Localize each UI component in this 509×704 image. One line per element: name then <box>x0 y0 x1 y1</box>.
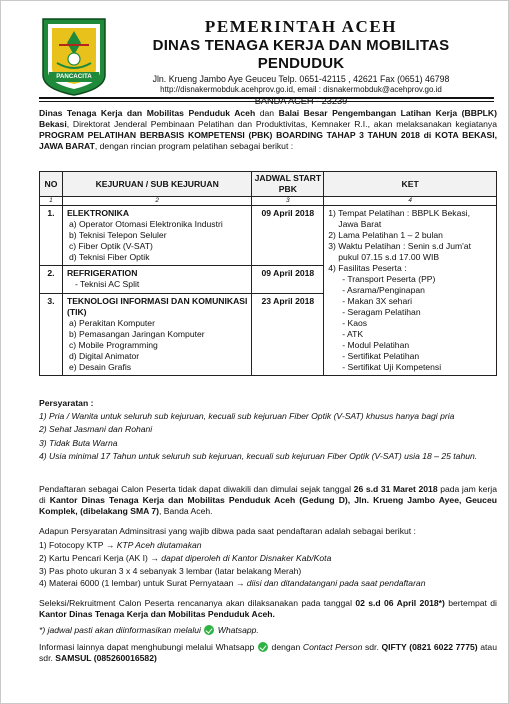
admin-item-note: diisi dan ditandatangani pada saat pendaftaran <box>244 578 426 589</box>
facility-item: - Seragam Pelatihan <box>342 307 421 317</box>
sub-kejuruan-item: d) Teknisi Fiber Optik <box>68 252 150 262</box>
col-header-ket: KET <box>324 172 497 197</box>
whatsapp-icon <box>258 642 268 652</box>
selection-dates: 02 s.d 06 April 2018*) <box>355 598 445 608</box>
agency-address: Jln. Krueng Jambo Aye Geuceu Telp. 0651-42115 , 42621 Fax (0651) 46798 <box>152 74 450 84</box>
agency-city: BANDA ACEH - 23239 <box>254 96 348 106</box>
intro-bbplk: Balai Besar Pengembangan Latihan Kerja (BBPLK) Bekasi <box>39 108 497 129</box>
note-text: *) jadwal pasti akan diinformasikan melalui <box>39 625 204 635</box>
arrow-icon: → <box>105 540 115 550</box>
sub-kejuruan-item: - Teknisi AC Split <box>74 279 140 290</box>
admin-item <box>39 552 501 565</box>
contact-person-label: Contact Person <box>302 642 363 652</box>
emblem-graphic <box>39 15 109 97</box>
sub-kejuruan-item: b) Teknisi Telepon Seluler <box>68 230 167 240</box>
registration-dates: 26 s.d 31 Maret 2018 <box>353 484 438 494</box>
contact-qifty: QIFTY (0821 6022 7775) <box>381 642 478 652</box>
intro-agency: Dinas Tenaga Kerja dan Mobilitas Penduduk Aceh <box>39 108 256 118</box>
requirements-title: Persyaratan : <box>39 398 94 408</box>
admin-requirements-title: Adapun Persyaratan Adminsitrasi yang wajib dibwa pada saat pendaftaran adalah sebagai berikut : <box>39 526 416 536</box>
admin-requirements-list <box>39 539 501 590</box>
registration-text: pada jam kerja di <box>39 484 497 505</box>
row-number: 1. <box>40 206 63 266</box>
admin-item-note: dapat diperoleh di Kantor Disnaker Kab/Kota <box>158 552 332 563</box>
contact-text: sdr. <box>362 642 382 652</box>
registration-location: Kantor Dinas Tenaga Kerja dan Mobilitas Penduduk Aceh (Gedung D), Jln. Krueng Jambo Ayee, Geuceu Komplek, (dibelakang SMA 7) <box>39 495 497 516</box>
letterhead-thin-rule <box>39 101 494 102</box>
requirement-item: 4) Usia minimal 17 Tahun untuk seluruh sub kejuruan, kecuali sub kejuruan Fiber Optik (V-SAT) usia 18 – 25 tahun. <box>39 451 478 462</box>
kejuruan-cell <box>62 266 251 293</box>
start-date: 09 April 2018 <box>252 266 324 293</box>
kejuruan-title: ELEKTRONIKA <box>66 208 130 218</box>
admin-item-text: 1) Fotocopy KTP <box>39 540 106 550</box>
kejuruan-title: REFRIGERATION <box>66 268 138 279</box>
intro-program: PROGRAM PELATIHAN BERBASIS KOMPETENSI (PBK) BOARDING TAHAP 3 TAHUN 2018 di KOTA BEKASI, JAWA BARAT <box>39 130 497 151</box>
col-number: 3 <box>252 197 324 206</box>
sub-kejuruan-item: d) Digital Animator <box>68 350 140 361</box>
kejuruan-cell <box>62 206 251 266</box>
registration-paragraph <box>39 484 497 517</box>
contact-paragraph <box>39 642 497 664</box>
selection-text: bertempat di <box>444 598 497 608</box>
ket-item: 1) Tempat Pelatihan : BBPLK Bekasi, Jawa Barat <box>328 208 470 229</box>
contact-text: Informasi lainnya dapat menghubungi melalui Whatsapp <box>39 642 257 652</box>
arrow-icon: → <box>150 552 159 563</box>
col-header-kejuruan: KEJURUAN / SUB KEJURUAN <box>62 172 251 197</box>
facility-item: - Sertifikat Uji Kompetensi <box>342 362 442 372</box>
agency-web-email: http://disnakermobduk.acehprov.go.id, email : disnakermobduk@acehprov.go.id <box>160 85 442 94</box>
sub-kejuruan-item: c) Fiber Optik (V-SAT) <box>68 241 153 251</box>
intro-text: dan <box>255 108 279 118</box>
letterhead-thick-rule <box>39 97 494 99</box>
admin-item <box>39 539 501 552</box>
sub-kejuruan-item: e) Desain Grafis <box>68 361 132 372</box>
ket-item: 4) Fasilitas Peserta : <box>328 263 407 273</box>
whatsapp-icon <box>204 625 214 635</box>
intro-paragraph <box>39 108 497 152</box>
facility-item: - Sertifikat Pelatihan <box>342 351 420 361</box>
table-row <box>40 206 497 266</box>
contact-text: dengan <box>268 642 303 652</box>
sub-kejuruan-item: a) Operator Otomasi Elektronika Industri <box>68 219 223 229</box>
registration-text: Pendaftaran sebagai Calon Peserta tidak dapat diwakili dan dimulai sejak tanggal <box>39 484 354 494</box>
admin-item-text: 4) Materai 6000 (1 lembar) untuk Surat Pernyataan <box>39 578 236 589</box>
selection-text: Seleksi/Rekruitment Calon Peserta rencananya akan dilaksanakan pada tanggal <box>39 598 356 608</box>
selection-paragraph <box>39 598 497 620</box>
intro-text: , Direktorat Jenderal Pembinaan Pelatihan dan Produktivitas, Kemnaker R.I., akan melaksanakan kegiatanya <box>66 119 497 129</box>
kejuruan-title: TEKNOLOGI INFORMASI DAN KOMUNIKASI (TIK) <box>66 295 248 317</box>
facility-item: - ATK <box>342 329 364 339</box>
kejuruan-cell <box>62 293 251 376</box>
col-number: 2 <box>62 197 251 206</box>
letterhead <box>111 17 491 107</box>
schedule-note <box>39 625 259 636</box>
note-text: Whatsapp. <box>215 625 259 635</box>
admin-item-text: 3) Pas photo ukuran 3 x 4 sebanyak 3 lembar (latar belakang Merah) <box>39 565 302 576</box>
intro-text: , dengan rincian program pelatihan sebagai berikut : <box>94 141 294 151</box>
col-header-jadwal: JADWAL START PBK <box>252 172 324 197</box>
requirement-item: 3) Tidak Buta Warna <box>39 437 118 448</box>
registration-text: , Banda Aceh. <box>159 506 213 516</box>
start-date: 23 April 2018 <box>252 293 324 376</box>
admin-item <box>39 565 501 578</box>
ket-item: 3) Waktu Pelatihan : Senin s.d Jum'at pukul 07.15 s.d 17.00 WIB <box>328 241 471 262</box>
col-header-no: NO <box>40 172 63 197</box>
government-title: PEMERINTAH ACEH <box>204 17 398 36</box>
ket-cell <box>324 206 497 376</box>
contact-text: atau sdr. <box>39 642 497 663</box>
sub-kejuruan-item: c) Mobile Programming <box>68 339 158 350</box>
agency-title: DINAS TENAGA KERJA DAN MOBILITAS PENDUDUK <box>152 37 450 72</box>
contact-samsul: SAMSUL (085260016582) <box>55 653 157 663</box>
row-number: 2. <box>40 266 63 293</box>
admin-item-note: KTP Aceh diutamakan <box>114 540 202 550</box>
facility-item: - Modul Pelatihan <box>342 340 410 350</box>
arrow-icon: → <box>235 578 245 589</box>
facility-item: - Kaos <box>342 318 368 328</box>
admin-item-text: 2) Kartu Pencari Kerja (AK I) <box>39 552 151 563</box>
program-table <box>39 171 497 376</box>
facility-item: - Transport Peserta (PP) <box>342 274 436 284</box>
aceh-emblem-logo <box>39 15 109 97</box>
requirement-item: 2) Sehat Jasmani dan Rohani <box>39 424 153 435</box>
col-number: 1 <box>40 197 63 206</box>
start-date: 09 April 2018 <box>252 206 324 266</box>
facility-item: - Asrama/Penginapan <box>342 285 425 295</box>
logo-ribbon-text: PANCACITA <box>56 73 92 80</box>
sub-kejuruan-item: a) Perakitan Komputer <box>68 317 155 328</box>
facility-item: - Makan 3X sehari <box>342 296 413 306</box>
admin-item <box>39 577 501 590</box>
selection-location: Kantor Dinas Tenaga Kerja dan Mobilitas Penduduk Aceh. <box>39 609 275 619</box>
requirements-list <box>39 410 501 464</box>
col-number: 4 <box>324 197 497 206</box>
sub-kejuruan-item: b) Pemasangan Jaringan Komputer <box>68 328 205 339</box>
row-number: 3. <box>40 293 63 376</box>
requirement-item: 1) Pria / Wanita untuk seluruh sub kejuruan, kecuali sub kejuruan Fiber Optik (V-SAT) khusus hanya bagi pria <box>39 411 455 421</box>
ket-item: 2) Lama Pelatihan 1 – 2 bulan <box>328 230 443 240</box>
